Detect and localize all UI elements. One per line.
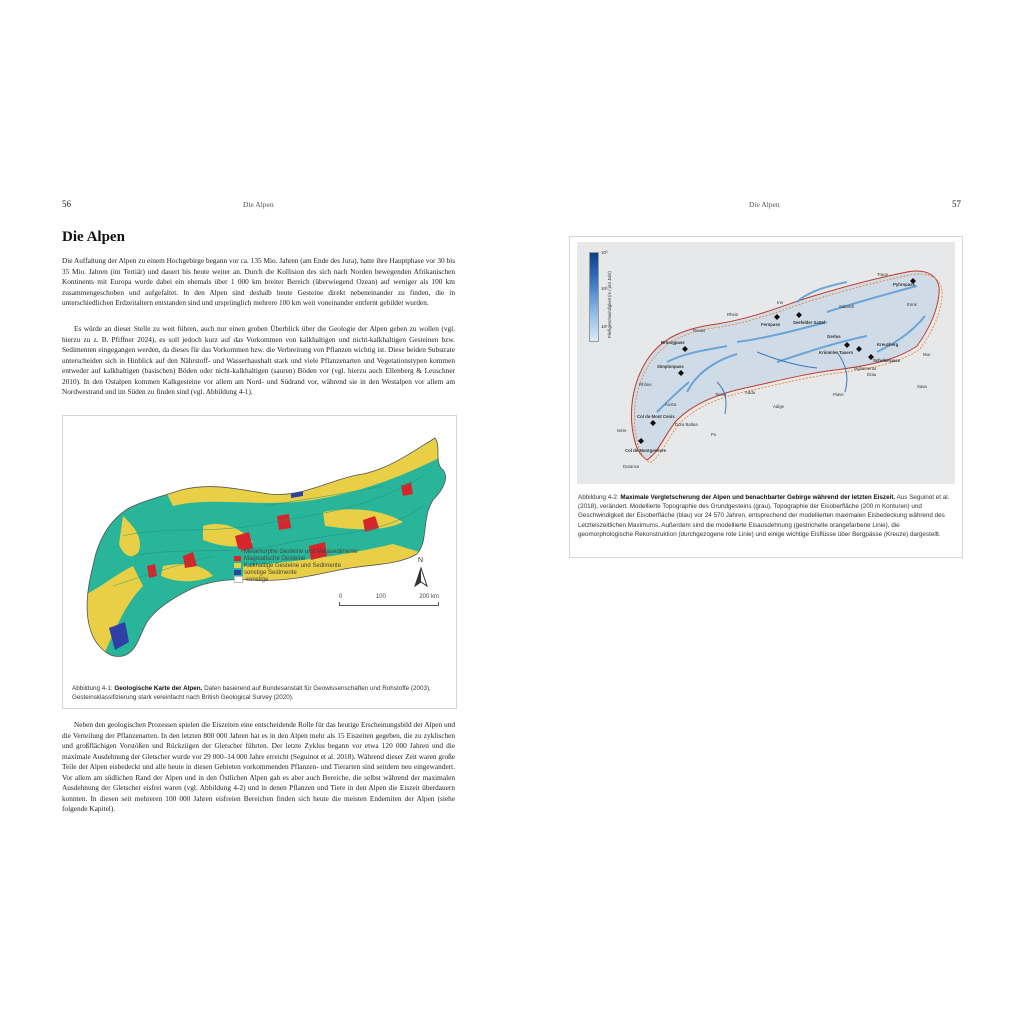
label-pyhrnpass: Pyhrnpass (893, 282, 915, 287)
label-enns: Enns (907, 302, 917, 307)
legend-label: sonstige (246, 576, 269, 583)
colorbar-tick-10: 10¹ (601, 324, 608, 329)
paragraph-3-text: Neben den geologischen Prozessen spielen die Eiszeiten eine entscheidende Rolle für das heutige Erscheinungsbild der Alpen und die Verteilung der Pflanzenarten. In den letzten 800 000 Jahren hat es in den Alpen mehr als 15 Eiszeiten gegeben, die zu zyklischen und großflächigen Vorstößen und Rückzügen der Gletscher führten. Der letzte Zyklus begann vor etwa 120 000 Jahren und die maximale Ausdehnung der Gletscher wurde vor 29 000–14 000 Jahre erreicht (Seguinot et al. 2018). Während dieser Zeit waren große Teile der Alpen eisbedeckt und alle heute in diesen Gebieten vorkommenden Pflanzen- und Tierarten sind seitdem neu eingewandert. Vor allem am südlichen Rand der Alpen und in den Östlichen Alpen gab es aber auch Bereiche, die selbst während der maximalen Ausdehnung der Gletscher eisfrei waren (vgl. Abbildung 4-2) und in denen Pflanzen und Tiere in den Alpen die Eiszeit überdauern konnten. In diesen seit mehreren 100 000 Jahren eisfreien Bereichen finden sich heute die meisten Endemiten der Alpen (siehe folgende Kapitel). (62, 720, 455, 813)
label-adda: Adda (745, 390, 756, 395)
label-fernpass: Fernpass (761, 322, 781, 327)
figure-geological-map (62, 415, 457, 709)
paragraph-1 (62, 256, 455, 309)
figure-2-caption-label: Abbildung 4-2: (578, 494, 619, 501)
label-simplonpass: Simplonpass (657, 364, 684, 369)
label-aosta: Aosta (665, 402, 676, 407)
scale-tick-200: 200 km (419, 594, 439, 600)
label-rhone: Rhône (639, 382, 652, 387)
legend-swatch (234, 549, 241, 554)
colorbar-title: Fließgeschwindigkeit (m / pro Jahr) (607, 271, 612, 338)
legend-swatch (234, 563, 241, 568)
legend-label: Magmatische Gesteine (244, 555, 306, 562)
label-gerlos: Gerlos (827, 334, 841, 339)
label-schoberpass: Schoberpass (873, 358, 900, 363)
label-salzach: Salzach (839, 304, 855, 309)
label-montgenevre: Col de Montgenèvre (625, 448, 667, 453)
legend-item (234, 555, 358, 562)
figure-1-caption-title: Geologische Karte der Alpen. (114, 685, 203, 692)
figure-1-caption (72, 684, 447, 702)
paragraph-2 (62, 324, 455, 398)
scale-tick-100: 100 (375, 594, 386, 600)
legend-item (234, 562, 358, 569)
page-number-right: 57 (952, 199, 961, 209)
legend-label: Kalkhaltige Gesteine und Sedimente (244, 562, 342, 569)
label-dora-baltea: Dora Baltea (675, 422, 698, 427)
label-rhein: Rhein (727, 312, 739, 317)
map-legend (234, 548, 358, 583)
label-tagliamento: Tagliamento (853, 366, 877, 371)
north-label: N (418, 557, 424, 564)
label-seefelder-sattel: Seefelder Sattel (793, 320, 826, 325)
legend-label: Metamorphe Gesteine und Metasedimente (244, 548, 358, 555)
label-mur: Mur (923, 352, 931, 357)
label-traun: Traun (877, 272, 889, 277)
figure-1-caption-label: Abbildung 4-1: (72, 685, 113, 692)
figure-2-caption-text: Aus Seguinot et al. (2018), verändert. Modellierte Topographie des Grundgesteins (grau), Topographie der Eisoberfläche (200 m Konturen) und Geschwindigkeit der Eisoberfläche (blau) vor 24 570 Jahren, entsprechend der modellierten maximalen Eisbedeckung während des Letzteiszeitlichen Maximums. Außerdem sind die modellierte Eisausdehnung (gestrichelte orangefarbene Linie), die geomorphologische Rekonstruktion (durchgezogene rote Linie) und einige wichtige Eisflüsse über Bergpässe (Kreuze) dargestellt. (578, 494, 950, 538)
scale-tick-0: 0 (339, 594, 343, 600)
figure-2-caption (578, 493, 954, 539)
label-po: Po (711, 432, 717, 437)
legend-swatch (234, 570, 241, 575)
figure-2-caption-title: Maximale Vergletscherung der Alpen und benachbarter Gebirge während der letzten Eiszeit. (620, 494, 896, 501)
legend-item (234, 569, 358, 576)
north-arrow-icon (413, 566, 429, 590)
label-bruenigpass: Brünigpass (661, 340, 685, 345)
label-kreuzberg: Kreuzberg (877, 342, 899, 347)
paragraph-2-text: Es würde an dieser Stelle zu weit führen, auch nur einen groben Überblick über die Geologie der Alpen geben zu wollen (vgl. hierzu zu z. B. Pfiffner 2024), es soll jedoch kurz auf das Vorkommen von kalkhaltigen und nicht-kalkhaltigen Gesteinen bzw. Sedimenten eingegangen werden, da dieses für das Vorkommen bzw. die Verbreitung von Pflanzen wichtig ist. Diese beiden Substrate unterscheiden sich in Hinblick auf den Nährstoff- und Wasserhaushalt stark und viele Pflanzenarten und Vegetationstypen kommen entweder auf kalkhaltigen (basischen) Böden oder nicht-kalkhaltigen (sauren) Böden vor (vgl. hierzu auch Ellenberg & Leuschner 2010). In den Ostalpen kommen Kalkgesteine vor allem am Nord- und Südrand vor, während sie in den Westalpen vor allem am Nordwestrand und im Süden zu finden sind (vgl. Abbildung 4-1). (62, 324, 455, 396)
figure-1-caption-text: Daten basierend auf Bundesanstalt für Geowissenschaften und Rohstoffe (2003), Gesteinsklassifizierung stark vereinfacht nach British Geological Survey (2020). (72, 685, 431, 702)
label-inn: Inn (777, 300, 783, 305)
label-adige: Adige (773, 404, 784, 409)
label-durance: Durance (623, 464, 640, 469)
label-piave: Piave (833, 392, 844, 397)
label-sava: Sava (917, 384, 927, 389)
label-mont-cenis: Col du Mont Cenis (637, 414, 675, 419)
colorbar-tick-100: 10² (601, 286, 608, 291)
label-ticino: Ticino (715, 392, 727, 397)
glaciation-map-image (577, 242, 955, 484)
paragraph-1-text: Die Auffaltung der Alpen zu einem Hochgebirge begann vor ca. 135 Mio. Jahren (am Ende des Jura), hatte ihre Hauptphase vor 30 bis 35 Mio. Jahren (im Tertiär) und dauert bis heute weiter an. Durch die Kollision des sich nach Norden bewegenden Afrikanischen Kontinents mit Europa wurde dabei ein ehemals über 1 000 km breiter Bereich (überwiegend Ozean) auf weniger als 100 km zusammengeschoben und aufgefaltet. In den Alpen sind deshalb heute Gesteine direkt nebeneinander zu finden, die in unterschiedlichen Erdzeitaltern entstanden sind und ursprünglich mehrere 100 km weit voneinander entfernt gebildet wurden. (62, 256, 455, 307)
paragraph-3 (62, 720, 455, 815)
legend-swatch (234, 556, 241, 561)
legend-swatch (234, 576, 243, 583)
scale-bar (339, 594, 439, 606)
legend-item (234, 576, 358, 583)
label-drau: Drau (867, 372, 877, 377)
legend-label: sonstige Sedimente (244, 569, 297, 576)
legend-item (234, 548, 358, 555)
page-number-left: 56 (62, 199, 71, 209)
label-krimmler-tauern: Krimmler Tauern (819, 350, 854, 355)
figure-glaciation-map (569, 236, 963, 558)
running-head-left: Die Alpen (243, 200, 274, 209)
section-heading: Die Alpen (62, 229, 125, 245)
colorbar-tick-1000: 10³ (601, 250, 608, 255)
label-reuss: Reuss (693, 328, 706, 333)
running-head-right: Die Alpen (749, 200, 780, 209)
velocity-colorbar (589, 252, 599, 342)
label-isere: Isère (617, 428, 627, 433)
north-arrow (413, 557, 429, 592)
